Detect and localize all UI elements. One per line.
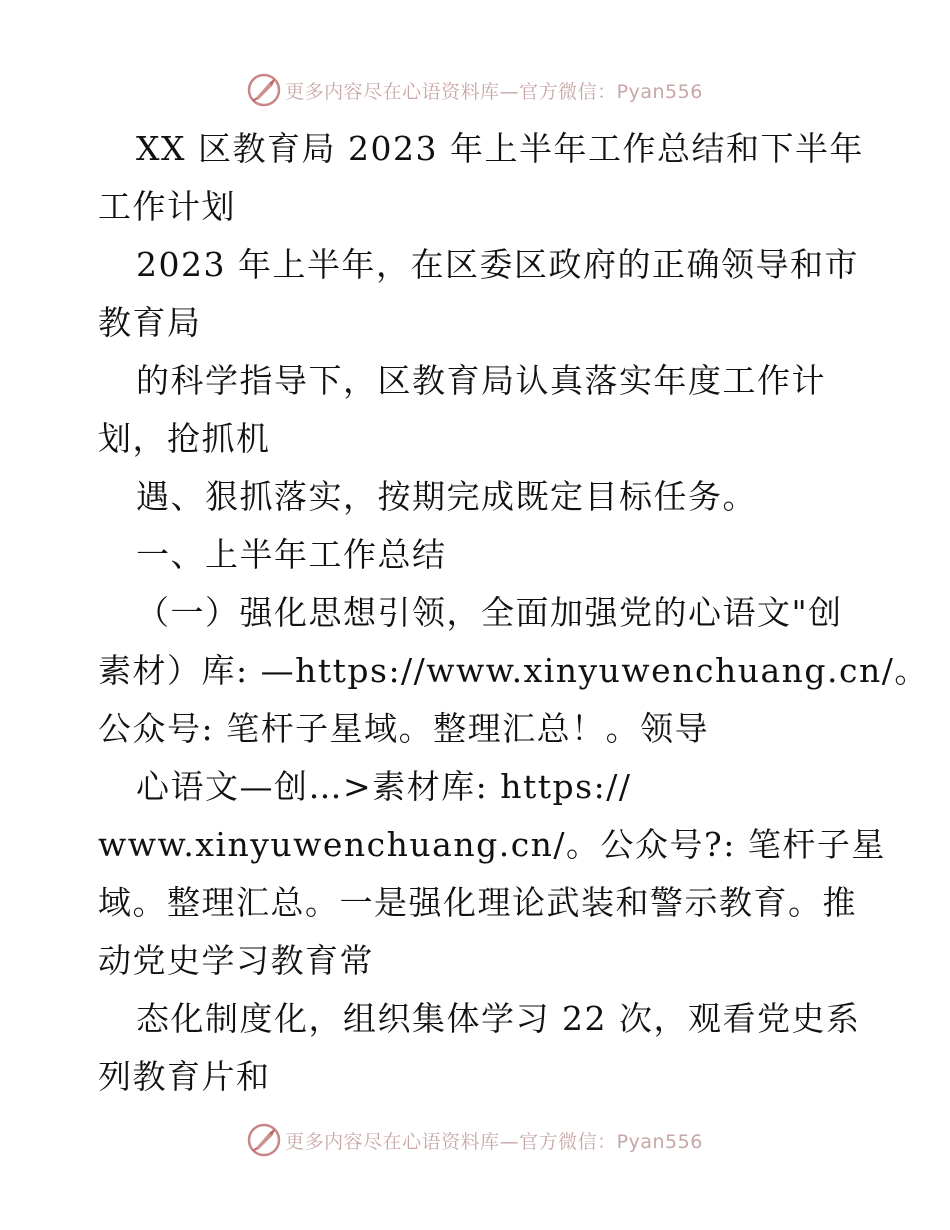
text-line: （一）强化思想引领，全面加强党的心语文"创 bbox=[136, 593, 843, 632]
text-line: 动党史学习教育常 bbox=[98, 941, 374, 980]
text-line: XX 区教育局 2023 年上半年工作总结和下半年 bbox=[136, 129, 864, 168]
footer-watermark bbox=[0, 1120, 950, 1160]
text-line: www.xinyuwenchuang.cn/。公众号?: 笔杆子星 bbox=[98, 825, 886, 864]
quill-logo-icon bbox=[247, 73, 281, 107]
text-line: 工作计划 bbox=[98, 187, 236, 226]
text-line: 列教育片和 bbox=[98, 1057, 271, 1096]
text-line: 教育局 bbox=[98, 303, 202, 342]
header-watermark-text: 更多内容尽在心语资料库—官方微信：Pyan556 bbox=[285, 80, 703, 103]
header-watermark bbox=[0, 70, 950, 110]
text-line: 一、上半年工作总结 bbox=[136, 535, 447, 574]
text-line: 域。整理汇总。一是强化理论武装和警示教育。推 bbox=[98, 883, 857, 922]
footer-watermark-text: 更多内容尽在心语资料库—官方微信：Pyan556 bbox=[285, 1130, 703, 1153]
text-line: 态化制度化，组织集体学习 22 次，观看党史系 bbox=[136, 999, 861, 1038]
text-line: 心语文—创…>素材库: https:// bbox=[136, 767, 632, 806]
text-line: 划，抢抓机 bbox=[98, 419, 271, 458]
text-line: 遇、狠抓落实，按期完成既定目标任务。 bbox=[136, 477, 757, 516]
text-line: 2023 年上半年，在区委区政府的正确领导和市 bbox=[136, 245, 859, 284]
document-body bbox=[98, 120, 929, 1106]
text-line: 素材）库: —https://www.xinyuwenchuang.cn/。 bbox=[98, 651, 929, 690]
text-line: 的科学指导下，区教育局认真落实年度工作计 bbox=[136, 361, 826, 400]
text-line: 公众号: 笔杆子星域。整理汇总！。领导 bbox=[98, 709, 710, 748]
quill-logo-icon bbox=[247, 1123, 281, 1157]
